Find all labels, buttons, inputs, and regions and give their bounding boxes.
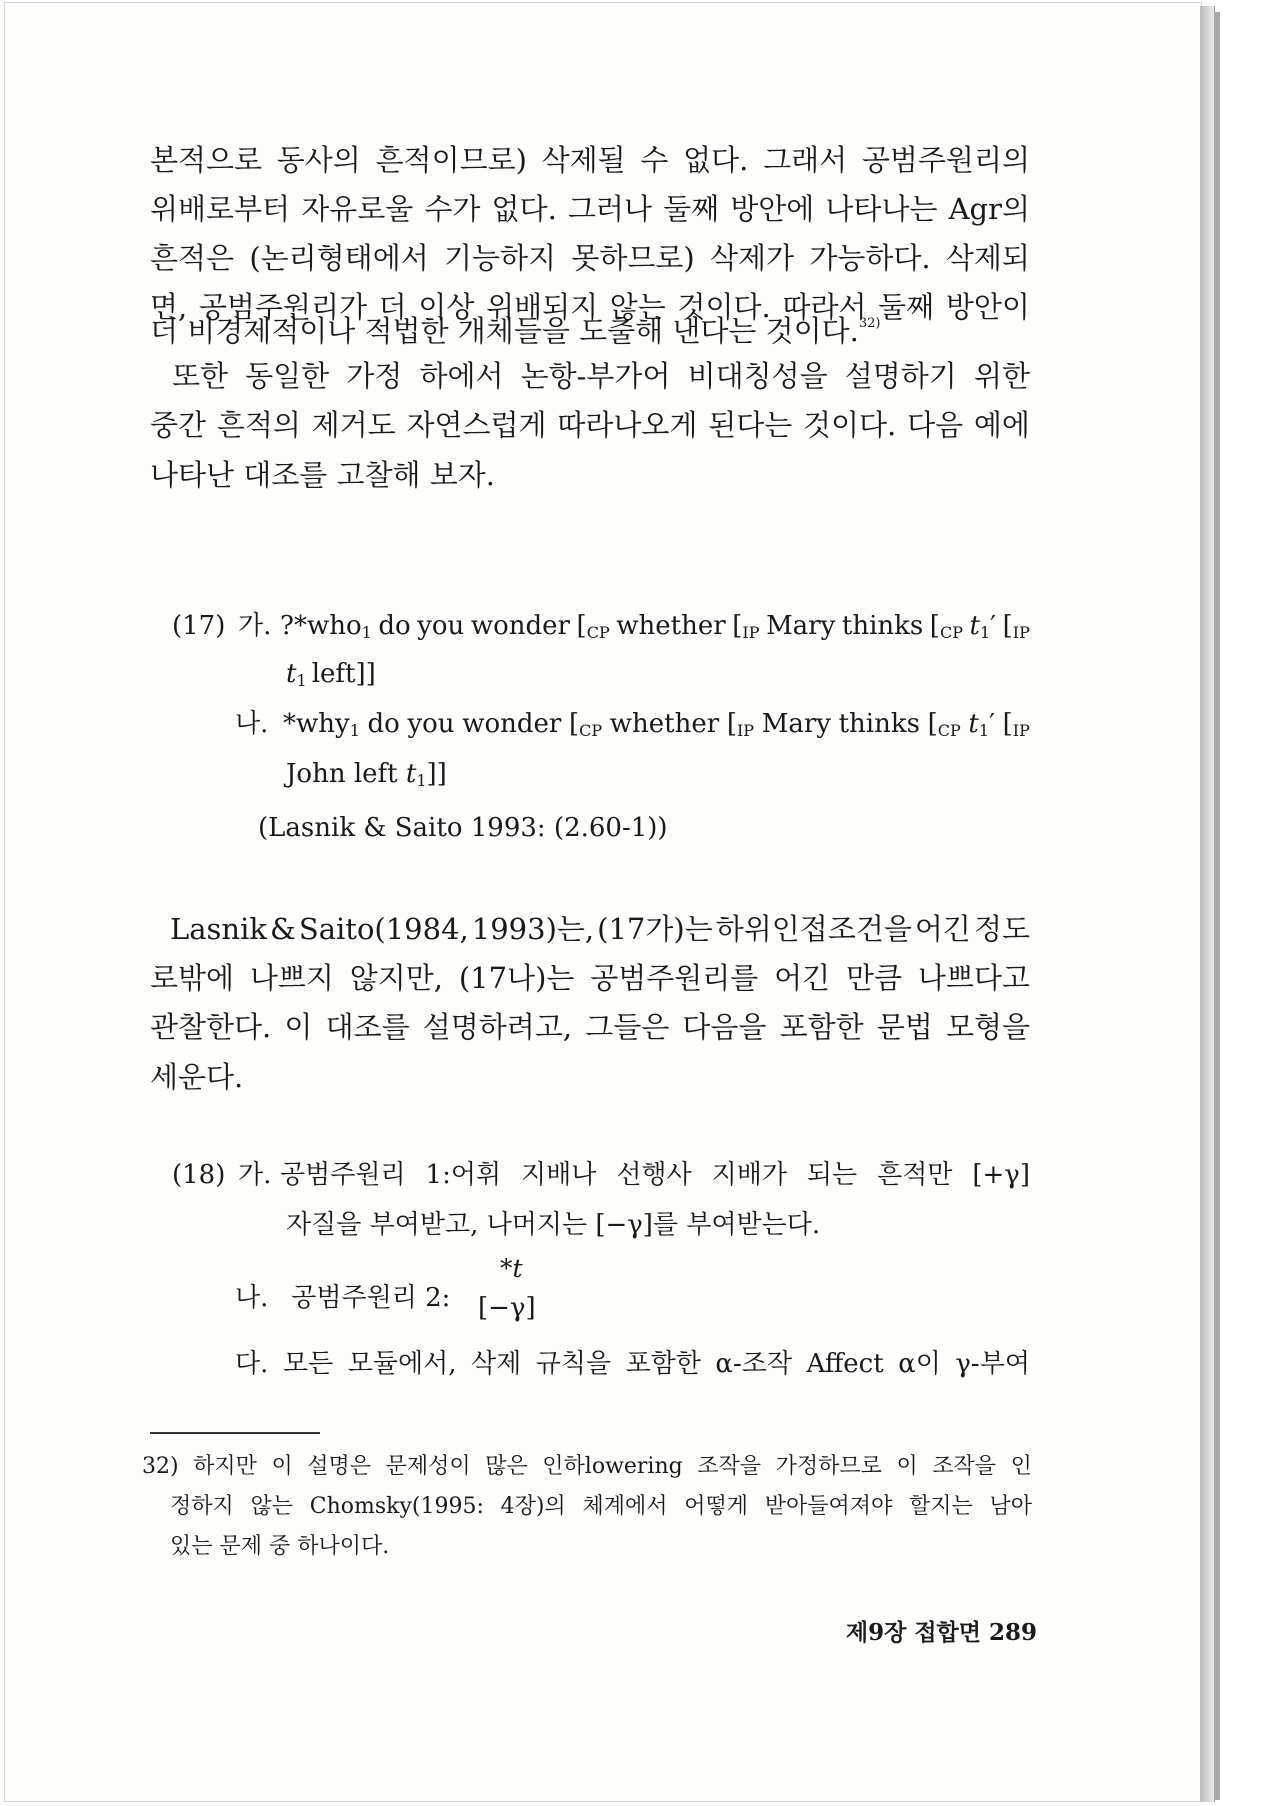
word: 설명은 xyxy=(307,1454,372,1479)
footnote-text xyxy=(170,1489,1032,1525)
word: 비대칭성을 xyxy=(687,359,828,393)
example-18-b xyxy=(235,1278,635,1318)
page-footer: 제9장 접합면 289 xyxy=(845,1619,1037,1646)
word: α-조작 xyxy=(715,1349,792,1379)
word: John left xyxy=(286,759,406,789)
word: t1′ xyxy=(968,709,995,740)
word: Mary xyxy=(766,611,836,641)
example-label: 가. xyxy=(238,611,272,641)
word: t1′ xyxy=(969,611,997,642)
word: 규칙을 xyxy=(535,1349,612,1379)
word: do xyxy=(367,709,400,739)
example-label: 다. xyxy=(235,1349,269,1379)
word: 삭제가 xyxy=(710,241,795,275)
word: 1 xyxy=(296,671,312,690)
word: 하위인접조건을 xyxy=(715,912,912,946)
word: 위배로부터 xyxy=(150,192,291,226)
word: 동일한 xyxy=(245,359,330,393)
example-17-b xyxy=(235,704,1030,744)
word: 제거도 xyxy=(311,408,396,442)
word: 이상 xyxy=(418,290,475,324)
word: t xyxy=(286,659,297,689)
word: 어떻게 xyxy=(684,1494,748,1519)
footnote-line xyxy=(142,1449,1032,1485)
text-line xyxy=(150,185,1030,234)
word: 흔적만 xyxy=(877,1160,953,1190)
text-line xyxy=(150,1003,1030,1052)
text-span: 나타난 대조를 고찰해 보자. xyxy=(150,458,496,492)
word: 본적으로 xyxy=(150,143,263,177)
word: [IP xyxy=(1002,611,1030,642)
example-line xyxy=(283,704,1030,751)
word: [CP xyxy=(576,611,610,642)
text-line xyxy=(150,401,1030,450)
word: Saito(1984, xyxy=(298,912,469,946)
word: 남아 xyxy=(989,1494,1032,1519)
word: 되는 xyxy=(806,1160,858,1190)
word: [IP xyxy=(732,611,760,642)
word: 가정 xyxy=(346,359,403,393)
word: 수 xyxy=(640,143,669,177)
word: (논리형태에서 xyxy=(249,241,429,275)
footnote-rule xyxy=(150,1432,320,1434)
word: 중간 xyxy=(150,408,207,442)
word: 지배나 xyxy=(521,1160,597,1190)
word: 포함한 xyxy=(779,1010,864,1044)
word: 로밖에 xyxy=(150,961,235,995)
word: 공범주원리의 xyxy=(861,143,1030,177)
word: 할지는 xyxy=(908,1494,973,1519)
word: 이 xyxy=(284,1010,313,1044)
example-line xyxy=(280,606,1030,653)
word: you xyxy=(407,709,455,739)
word: Affect xyxy=(806,1349,884,1379)
word: 다음을 xyxy=(682,1010,767,1044)
word: *why1 xyxy=(283,709,360,740)
word: 공범주원리 xyxy=(280,1160,406,1190)
word: 삭제 xyxy=(470,1349,522,1379)
word: 모듈에서, xyxy=(347,1349,457,1379)
example-17-b-cont xyxy=(286,754,447,794)
word: ]] xyxy=(426,759,447,789)
example-line xyxy=(280,1155,1030,1195)
word: 문제성이 xyxy=(385,1454,471,1479)
word: 못하므로) xyxy=(571,241,695,275)
word: Agr의 xyxy=(948,192,1030,226)
word: 논항-부가어 xyxy=(520,359,671,393)
text-span: 더 비경제적이나 적법한 개체들을 도출해 낸다는 것이다. xyxy=(150,314,859,348)
word: 방안이 xyxy=(945,290,1030,324)
word: 위배되지 xyxy=(486,290,599,324)
word: thinks xyxy=(838,709,920,739)
word: 하에서 xyxy=(419,359,504,393)
paragraph-1 xyxy=(150,136,1030,332)
word: α이 xyxy=(898,1349,941,1379)
word: 체계에서 xyxy=(582,1494,668,1519)
example-line xyxy=(283,1344,1030,1384)
text-line xyxy=(150,1057,1030,1097)
word: 다음 xyxy=(907,408,964,442)
word: 둘째 xyxy=(663,192,720,226)
text-span: 세운다. xyxy=(150,1060,244,1094)
word: whether xyxy=(609,709,720,739)
word: [CP xyxy=(568,709,603,740)
word: 삭제될 xyxy=(541,143,626,177)
word: 설명하기 xyxy=(844,359,957,393)
word: 조작을 xyxy=(932,1454,997,1479)
word: (17나)는 xyxy=(458,961,575,995)
example-text: 공범주원리 2: xyxy=(291,1283,451,1313)
word: 모든 xyxy=(283,1349,334,1379)
text-line xyxy=(150,954,1030,1003)
word: 지배가 xyxy=(711,1160,787,1190)
word: 4장)의 xyxy=(500,1494,566,1519)
word: 위한 xyxy=(973,359,1030,393)
word: t xyxy=(405,759,417,789)
page-edge xyxy=(1200,6,1215,1802)
word: & xyxy=(270,912,296,946)
word: 또한 xyxy=(172,359,229,393)
word: 공범주원리가 xyxy=(198,290,367,324)
word: 나쁘지 xyxy=(249,961,334,995)
word: 그들은 xyxy=(585,1010,670,1044)
word: (17가)는 xyxy=(597,912,713,946)
word: 않지만, xyxy=(349,961,444,995)
word: Lasnik xyxy=(170,912,267,946)
paragraph-3 xyxy=(150,905,1030,1052)
word: 설명하려고, xyxy=(422,1010,573,1044)
word: 나쁘다고 xyxy=(917,961,1030,995)
word: left]] xyxy=(311,659,376,689)
word: Chomsky(1995: xyxy=(309,1494,484,1519)
word: 대조를 xyxy=(325,1010,410,1044)
word: wonder xyxy=(462,709,562,739)
word: 그래서 xyxy=(763,143,848,177)
word: 정하지 xyxy=(170,1494,234,1519)
example-label: 가. xyxy=(238,1160,272,1190)
word: 더 xyxy=(378,290,407,324)
word: 1 xyxy=(416,771,427,790)
word: 자유로울 xyxy=(301,192,414,226)
word: 따라서 xyxy=(782,290,867,324)
word: [IP xyxy=(726,709,755,740)
paragraph-2 xyxy=(150,352,1030,450)
word: [CP xyxy=(927,709,961,740)
word: 어긴 xyxy=(774,961,831,995)
starred-trace: *t xyxy=(500,1254,523,1283)
word: you xyxy=(417,611,465,641)
word: 이 xyxy=(896,1454,918,1479)
word: 만큼 xyxy=(846,961,903,995)
word: 기능하지 xyxy=(444,241,557,275)
word: 자연스럽게 xyxy=(406,408,547,442)
text-line xyxy=(150,905,1030,954)
word: 관찰한다. xyxy=(150,1010,272,1044)
word: 하지만 xyxy=(193,1454,257,1479)
text-line xyxy=(150,455,1030,495)
word: 없다. xyxy=(683,143,749,177)
word: 흔적이므로) xyxy=(375,143,527,177)
word: 흔적의 xyxy=(216,408,301,442)
word: 많은 xyxy=(485,1454,528,1479)
word: 받아들여져야 xyxy=(764,1494,893,1519)
text-line xyxy=(150,352,1030,401)
gamma-feature: [−γ] xyxy=(478,1293,536,1323)
word: [+γ] xyxy=(972,1160,1030,1190)
page-edge-shadow xyxy=(1214,12,1220,1800)
word: 정도 xyxy=(973,912,1030,946)
word: 면, xyxy=(150,290,188,324)
word: 1993)는, xyxy=(471,912,595,946)
text-line xyxy=(150,311,1030,351)
example-17-a xyxy=(172,606,1030,646)
word: 따라나오게 xyxy=(557,408,698,442)
word: 것이다. xyxy=(677,290,771,324)
word: 수가 xyxy=(424,192,481,226)
word: γ-부여 xyxy=(955,1349,1030,1379)
word: do xyxy=(378,611,411,641)
word: 공범주원리를 xyxy=(590,961,759,995)
word: 가정하므로 xyxy=(775,1454,882,1479)
word: thinks xyxy=(841,611,924,641)
word: Mary xyxy=(761,709,831,739)
word: 가능하다. xyxy=(809,241,931,275)
word: 것이다. xyxy=(803,408,897,442)
example-number: (18) xyxy=(172,1160,226,1190)
word: 않는 xyxy=(250,1494,294,1519)
word: 둘째 xyxy=(878,290,935,324)
word: 인 xyxy=(1010,1454,1032,1479)
word: 흔적은 xyxy=(150,241,235,275)
word: wonder xyxy=(470,611,570,641)
word: [CP xyxy=(929,611,963,642)
word: 없다. xyxy=(491,192,557,226)
word: 나타나는 xyxy=(825,192,938,226)
example-label: 나. xyxy=(235,1283,269,1313)
word: 삭제되 xyxy=(945,241,1030,275)
word: 동사의 xyxy=(276,143,361,177)
word: 포함한 xyxy=(625,1349,701,1379)
word: 어긴 xyxy=(914,912,971,946)
word: 조작을 xyxy=(697,1454,762,1479)
footnote-text xyxy=(142,1449,1032,1485)
example-17-a-cont xyxy=(286,654,376,694)
text-line xyxy=(150,234,1030,283)
word: 모형을 xyxy=(945,1010,1030,1044)
word: 이 xyxy=(271,1454,293,1479)
text-line xyxy=(150,136,1030,185)
word: 인하lowering xyxy=(542,1454,683,1479)
word: 1:어휘 xyxy=(425,1160,502,1190)
word: ?*who1 xyxy=(280,611,372,642)
example-18-c xyxy=(235,1344,1030,1384)
word: 예에 xyxy=(973,408,1030,442)
example-label: 나. xyxy=(235,709,269,739)
word: [IP xyxy=(1002,709,1030,740)
word: 않는 xyxy=(609,290,666,324)
word: 선행사 xyxy=(616,1160,692,1190)
footnote-line xyxy=(170,1489,1032,1525)
example-number: (17) xyxy=(172,611,226,641)
word: 문법 xyxy=(876,1010,933,1044)
example-18-a xyxy=(172,1155,1030,1195)
word: 32) xyxy=(142,1454,179,1479)
word: 그러나 xyxy=(567,192,652,226)
example-source: (Lasnik & Saito 1993: (2.60-1)) xyxy=(258,813,668,843)
word: whether xyxy=(616,611,726,641)
footnote-line: 있는 문제 중 하나이다. xyxy=(170,1534,390,1559)
word: 된다는 xyxy=(708,408,793,442)
footnote-ref: 32) xyxy=(858,316,881,331)
word: 방안에 xyxy=(730,192,815,226)
example-18-a-cont: 자질을 부여받고, 나머지는 [−γ]를 부여받는다. xyxy=(286,1210,821,1240)
